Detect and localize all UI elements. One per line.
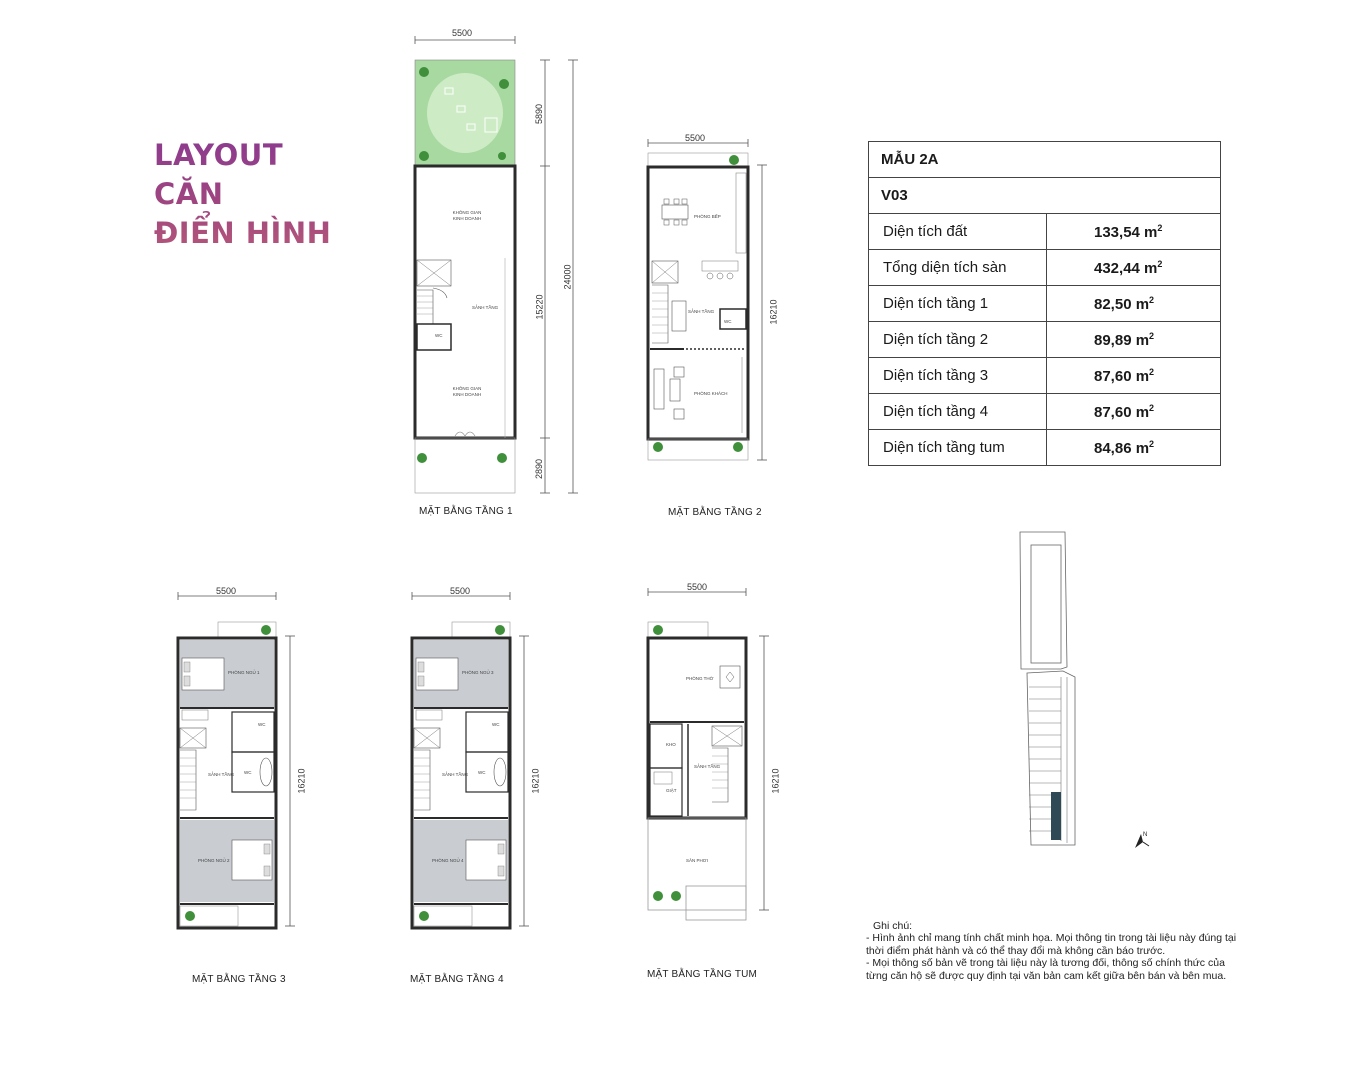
spec-label: Diện tích tầng 4 (869, 394, 1047, 430)
tum-caption: MẶT BẰNG TẦNG TUM (647, 969, 758, 980)
floor-plan-3-drawing (170, 586, 320, 931)
spec-label: Tổng diện tích sàn (869, 250, 1047, 286)
spec-unit-sup: 2 (1149, 330, 1155, 341)
notes-title: Ghi chú: (873, 920, 913, 932)
spec-label: Diện tích tầng 3 (869, 358, 1047, 394)
spec-value (1047, 394, 1221, 430)
floor2-room-wc: WC (724, 319, 732, 324)
heading-line-1: LAYOUT (154, 138, 284, 172)
floor1-width-dim: 5500 (452, 28, 473, 38)
page-heading (154, 136, 331, 253)
svg-text:N: N (1143, 832, 1148, 838)
floor1-dim-house: 15220 (534, 294, 545, 320)
floor4-caption: MẶT BẰNG TẦNG 4 (410, 974, 504, 985)
spec-value (1047, 214, 1221, 250)
floor1-dim-front: 2890 (534, 458, 545, 480)
tum-room-drying-yard: SÂN PHƠI (686, 858, 708, 863)
heading-line-2: CĂN (154, 177, 224, 211)
tum-height-dim: 16210 (770, 768, 781, 794)
spec-value (1047, 286, 1221, 322)
floor3-height-dim: 16210 (296, 768, 307, 794)
floor4-room-bed4: PHÒNG NGỦ 4 (432, 858, 464, 863)
floor2-room-living: PHÒNG KHÁCH (694, 391, 728, 396)
floor1-dim-garden: 5890 (534, 103, 545, 125)
spec-unit-sup: 2 (1157, 222, 1163, 233)
spec-label: Diện tích tầng tum (869, 430, 1047, 466)
spec-unit-sup: 2 (1149, 366, 1155, 377)
floor4-room-wc1: WC (492, 722, 500, 727)
tum-room-laundry: GIẶT (666, 788, 677, 793)
spec-value-text: 432,44 m (1094, 259, 1158, 277)
north-arrow-icon (1129, 828, 1153, 852)
spec-value (1047, 322, 1221, 358)
floor2-width-dim: 5500 (685, 133, 706, 143)
floor3-caption: MẶT BẰNG TẦNG 3 (192, 974, 286, 985)
tum-width-dim: 5500 (687, 582, 708, 592)
spec-model: MẪU 2A (869, 142, 1221, 178)
spec-unit-sup: 2 (1149, 294, 1155, 305)
floor1-caption: MẶT BẰNG TẦNG 1 (419, 506, 513, 517)
spec-row (869, 394, 1221, 430)
spec-model-row (869, 142, 1221, 178)
floor3-width-dim: 5500 (216, 586, 237, 596)
floor-plan-2-drawing (640, 133, 790, 468)
floor4-height-dim: 16210 (530, 768, 541, 794)
floor4-room-lobby: SẢNH TẦNG (442, 772, 469, 777)
tum-room-storage: KHO (666, 742, 676, 747)
tum-room-lobby: SẢNH TẦNG (694, 764, 721, 769)
spec-value-text: 84,86 m (1094, 439, 1150, 457)
spec-unit-sup: 2 (1149, 402, 1155, 413)
spec-row (869, 322, 1221, 358)
floor3-room-wc2: WC (244, 770, 252, 775)
spec-value-text: 87,60 m (1094, 403, 1150, 421)
spec-unit: V03 (869, 178, 1221, 214)
heading-line-3: ĐIỂN HÌNH (154, 216, 332, 250)
floor1-room-lobby: SẢNH TẦNG (472, 305, 499, 310)
spec-unit-sup: 2 (1149, 438, 1155, 449)
floor2-room-kitchen: PHÒNG BẾP (694, 214, 721, 219)
spec-row (869, 358, 1221, 394)
spec-value (1047, 430, 1221, 466)
floor4-room-bed3: PHÒNG NGỦ 3 (462, 670, 494, 675)
spec-row (869, 430, 1221, 466)
notes-line-2: - Mọi thông số bản vẽ trong tài liệu này là tương đối, thông số chính thức của từng căn hộ sẽ được quy định tại văn bản cam kết giữa bên bán và bên mua. (866, 957, 1227, 982)
spec-unit-row (869, 178, 1221, 214)
floor-plan-1-drawing (405, 28, 595, 498)
spec-label: Diện tích tầng 1 (869, 286, 1047, 322)
floor-plan-tum-drawing (640, 580, 790, 920)
floor3-room-lobby: SẢNH TẦNG (208, 772, 235, 777)
floor2-height-dim: 16210 (768, 299, 779, 325)
floor3-room-bed1: PHÒNG NGỦ 1 (228, 670, 260, 675)
site-key-map-drawing (1015, 527, 1125, 852)
floor2-caption: MẶT BẰNG TẦNG 2 (668, 507, 762, 518)
floor1-room-business-1: KHÔNG GIAN KINH DOANH (452, 210, 482, 221)
floor3-room-bed2: PHÒNG NGỦ 2 (198, 858, 230, 863)
site-key-map (1015, 527, 1153, 857)
spec-row (869, 286, 1221, 322)
spec-value (1047, 358, 1221, 394)
floor3-room-wc1: WC (258, 722, 266, 727)
floor2-room-lobby: SẢNH TẦNG (688, 309, 715, 314)
spec-value-text: 133,54 m (1094, 223, 1158, 241)
notes (866, 920, 1246, 982)
floor1-total-dim: 24000 (562, 264, 573, 290)
floor-plan-4-drawing (404, 586, 554, 931)
spec-value (1047, 250, 1221, 286)
spec-label: Diện tích đất (869, 214, 1047, 250)
spec-value-text: 87,60 m (1094, 367, 1150, 385)
notes-line-1: - Hình ảnh chỉ mang tính chất minh họa. Mọi thông tin trong tài liệu này đúng tại thời điểm phát hành và có thể thay đổi mà không cần báo trước. (866, 932, 1237, 957)
spec-row (869, 214, 1221, 250)
floor4-room-wc2: WC (478, 770, 486, 775)
spec-unit-sup: 2 (1157, 258, 1163, 269)
floor1-room-business-2: KHÔNG GIAN KINH DOANH (452, 386, 482, 397)
spec-value-text: 82,50 m (1094, 295, 1150, 313)
spec-table (868, 141, 1221, 466)
spec-row (869, 250, 1221, 286)
floor1-room-wc: WC (435, 333, 443, 338)
spec-value-text: 89,89 m (1094, 331, 1150, 349)
tum-room-worship: PHÒNG THỜ (686, 676, 714, 681)
spec-label: Diện tích tầng 2 (869, 322, 1047, 358)
floor4-width-dim: 5500 (450, 586, 471, 596)
